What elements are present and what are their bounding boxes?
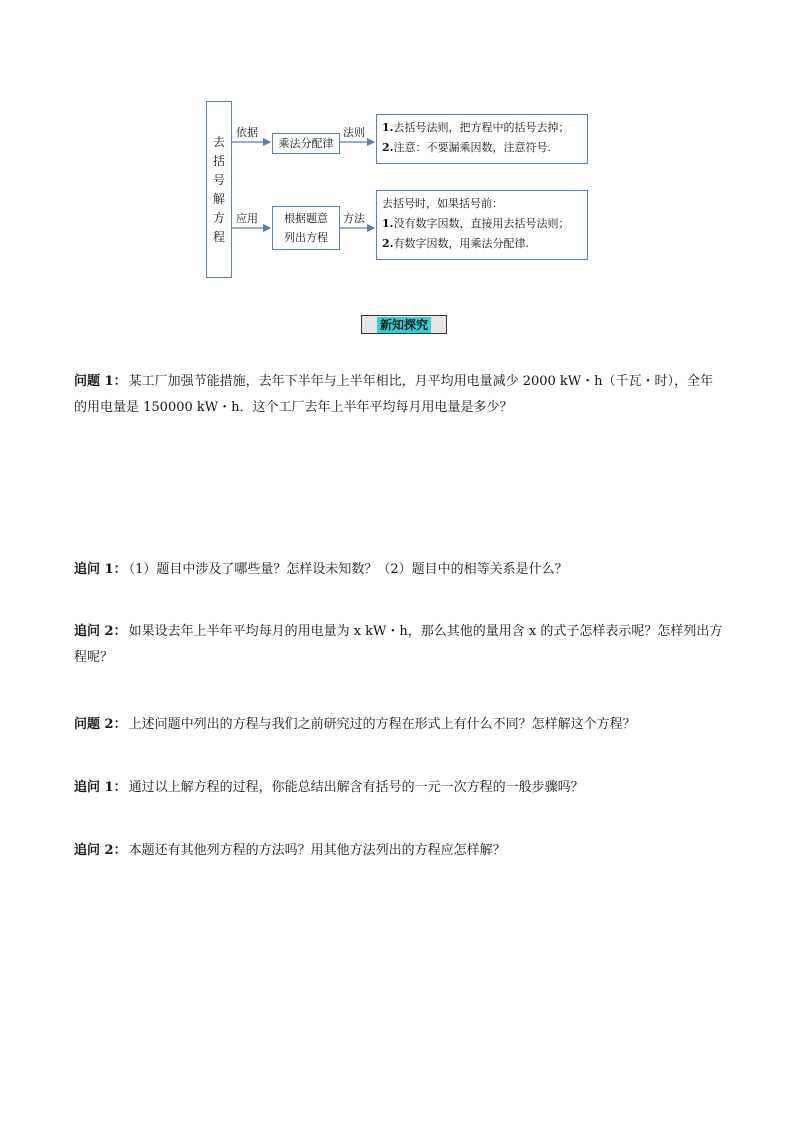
follow-up-2 [74,619,724,671]
root-char: 括 [212,153,225,168]
question-2 [74,712,724,738]
question-text: 本题还有其他列方程的方法吗？用其他方法列出的方程应怎样解？ [128,843,506,858]
root-topic-box [206,101,232,278]
question-label: 追问 1： [74,562,127,577]
rule-box [376,114,588,164]
rule-item: 1.去括号法则，把方程中的括号去掉； [382,121,570,134]
form-equation-line: 列出方程 [284,231,328,244]
root-char: 程 [212,229,225,244]
question-label: 追问 2： [74,624,127,639]
question-text: 某工厂加强节能措施，去年下半年与上半年相比，月平均用电量减少 2000 kW・h（千瓦・时），全年的用电量是 150000 kW・h．这个工厂去年上半年平均每月用电量是多少？ [74,374,714,415]
question-label: 追问 2： [74,843,127,858]
section-title-text: 新知探究 [377,317,431,333]
question-label: 问题 2： [74,717,127,732]
apply-label: 应用 [236,212,258,225]
question-1 [74,369,724,421]
question-label: 问题 1： [74,374,127,389]
form-equation-box [272,206,340,250]
method-intro: 去括号时，如果括号前： [382,197,503,210]
distributive-law-box: 乘法分配律 [272,133,340,154]
method-box [376,190,588,260]
follow-up-1 [74,557,724,583]
method-item: 1.没有数字因数，直接用去括号法则； [382,217,570,230]
follow-up-4 [74,838,724,864]
section-title [361,315,447,334]
root-char: 号 [212,172,225,187]
question-label: 追问 1： [74,780,127,795]
question-text: 如果设去年上半年平均每月的用电量为 x kW・h，那么其他的量用含 x 的式子怎样表示呢？怎样列出方程呢？ [74,624,723,665]
rule-item: 2.注意：不要漏乘因数，注意符号. [382,141,551,154]
method-label: 方法 [343,212,365,225]
question-text: 通过以上解方程的过程，你能总结出解含有括号的一元一次方程的一般步骤吗？ [128,780,584,795]
root-char: 方 [212,210,225,225]
question-text: 上述问题中列出的方程与我们之前研究过的方程在形式上有什么不同？怎样解这个方程？ [128,717,636,732]
question-text: （1）题目中涉及了哪些量？怎样设未知数？（2）题目中的相等关系是什么？ [128,562,568,577]
method-item: 2.有数字因数，用乘法分配律. [382,237,529,250]
rule-label: 法则 [343,126,365,139]
root-char: 去 [212,134,225,149]
form-equation-line: 根据题意 [284,212,328,225]
follow-up-3 [74,775,724,801]
root-char: 解 [212,191,225,206]
basis-label: 依据 [236,126,258,139]
